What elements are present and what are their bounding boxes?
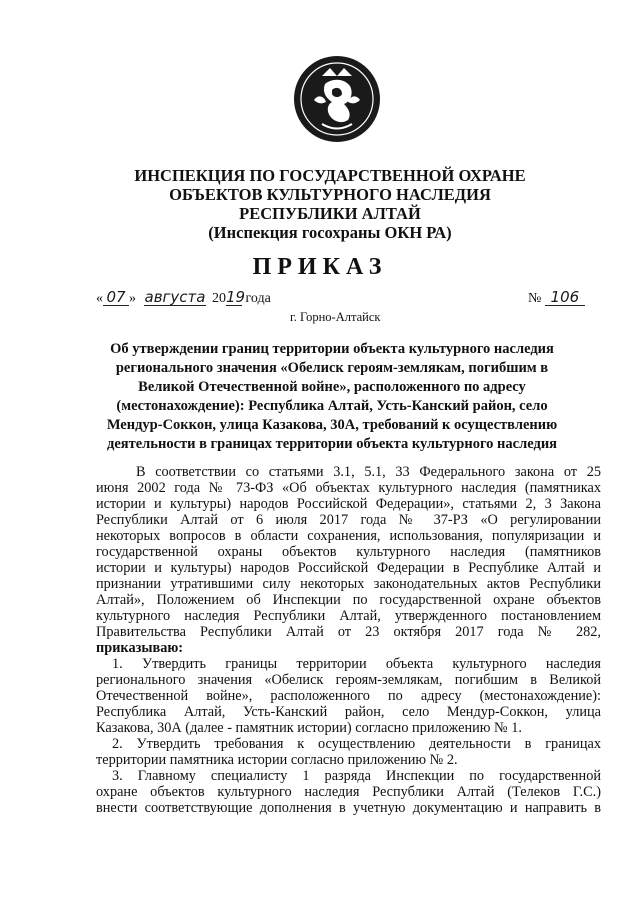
body-line: внести соответствующие дополнения в учетную документацию и направить в [96, 800, 601, 816]
body-line: территории памятника истории согласно приложению № 2. [96, 752, 458, 768]
body-line: 3. Главному специалисту 1 разряда Инспекции по государственной [112, 768, 601, 784]
body-line: государственной охраны объектов культурного наследия (памятников [96, 544, 601, 560]
body-line: Республики Алтай от 6 июля 2017 года № 37-РЗ «О регулировании [96, 512, 601, 528]
authority-short-name: (Инспекция госохраны ОКН РА) [208, 223, 452, 242]
body-line: Казакова, 30А (далее - памятник истории) согласно приложению № 1. [96, 720, 522, 736]
handwritten-day: 07 [103, 290, 129, 306]
year-prefix: 20 [212, 291, 226, 306]
body-line: истории и культуры) народов Российской Федерации», статьями 2, 3 Закона [96, 496, 601, 512]
subject-line: регионального значения «Обелиск героям-землякам, погибшим в [115, 360, 549, 376]
subject-line: (местонахождение): Республика Алтай, Усть-Канский район, село [116, 398, 548, 414]
body-line: Алтай», Положением об Инспекции по государственной охране объектов [96, 592, 601, 608]
subject-line: Мендур-Соккон, улица Казакова, 30А, требований к осуществлению [106, 417, 558, 433]
handwritten-number: 106 [545, 290, 585, 306]
document-type-title: ПРИКАЗ [252, 254, 388, 280]
body-line: Правительства Республики Алтай от 23 октября 2017 года № 282, [96, 624, 601, 640]
order-body [96, 464, 601, 816]
body-line: Республика Алтай, Усть-Канский район, село Мендур-Соккон, улица [96, 704, 601, 720]
body-line: В соответствии со статьями 3.1, 5.1, 33 Федерального закона от 25 [136, 464, 601, 480]
authority-line: РЕСПУБЛИКИ АЛТАЙ [239, 204, 421, 223]
year-word: года [245, 291, 271, 306]
body-line: охране объектов культурного наследия Республики Алтай (Телеков Г.С.) [96, 784, 601, 800]
body-line: некоторых вопросов в области сохранения, использования, популяризации и [96, 528, 601, 544]
body-line: регионального значения «Обелиск героям-землякам, погибшим в Великой [96, 672, 601, 688]
body-line: культурного наследия Республики Алтай, утвержденного постановлением [96, 608, 601, 624]
issuing-authority [80, 166, 580, 242]
body-line: приказываю: [96, 640, 184, 656]
order-number [528, 290, 585, 307]
issue-city: г. Горно-Алтайск [290, 310, 381, 324]
body-line: истории и культуры) народов Российской Федерации в Республике Алтай и [96, 560, 601, 576]
subject-line: Об утверждении границ территории объекта культурного наследия [110, 341, 554, 357]
handwritten-year: 19 [226, 288, 246, 306]
body-line: признании утратившими силу некоторых законодательных актов Республики [96, 576, 601, 592]
order-subject [104, 340, 560, 454]
date-close-quote: » [129, 291, 136, 306]
body-line: июня 2002 года № 73-ФЗ «Об объектах культурного наследия (памятниках [96, 480, 601, 496]
order-date [96, 290, 271, 307]
republic-altai-coat-of-arms-icon [292, 54, 382, 144]
date-open-quote: « [96, 291, 103, 306]
body-line: Отечественной войне», расположенного по адресу (местонахождение): [96, 688, 601, 704]
subject-line: деятельности в границах территории объекта культурного наследия [106, 436, 558, 452]
authority-line: ИНСПЕКЦИЯ ПО ГОСУДАРСТВЕННОЙ ОХРАНЕ [134, 166, 526, 185]
body-line: 1. Утвердить границы территории объекта культурного наследия [112, 656, 601, 672]
subject-line: Великой Отечественной войне», расположенного по адресу [138, 379, 526, 395]
body-line: 2. Утвердить требования к осуществлению деятельности в границах [112, 736, 601, 752]
handwritten-month: августа [144, 288, 206, 306]
authority-line: ОБЪЕКТОВ КУЛЬТУРНОГО НАСЛЕДИЯ [169, 185, 491, 204]
number-label: № [528, 291, 542, 306]
